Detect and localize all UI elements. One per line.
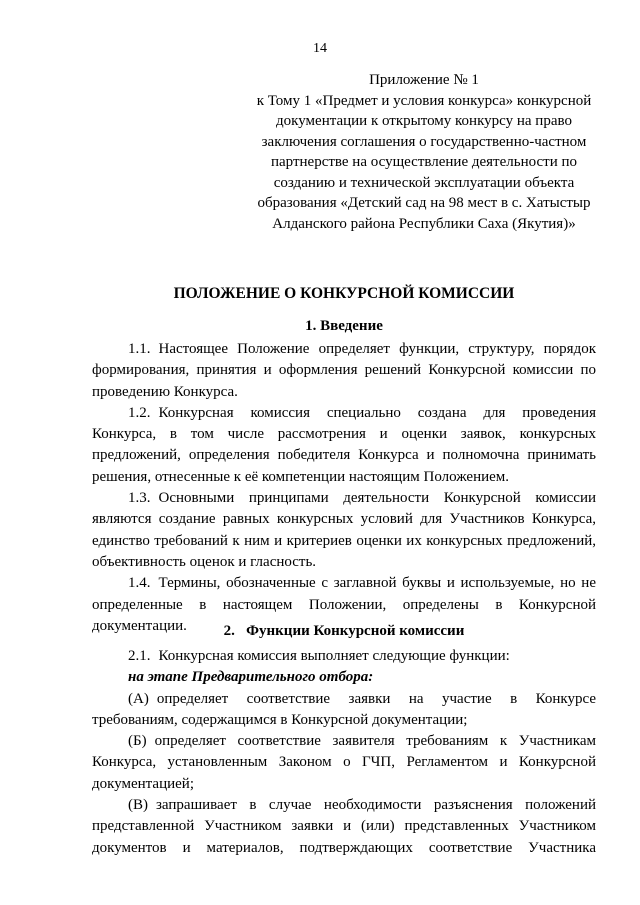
document-title: ПОЛОЖЕНИЕ О КОНКУРСНОЙ КОМИССИИ: [173, 285, 515, 302]
item-letter: (Б): [128, 733, 147, 750]
function-item-v: [92, 795, 596, 859]
clause-2-1: [92, 646, 596, 667]
clause-text: Настоящее Положение определяет функции, структуру, порядок формирования, принятия и оформления решений Конкурсной комиссии по проведению Конкурса.: [92, 341, 596, 400]
clause-number: 1.4.: [128, 575, 151, 592]
appendix-line: к Тому 1 «Предмет и условия конкурса» конкурсной: [256, 92, 592, 109]
appendix-line: документации к открытому конкурсу на право: [276, 113, 572, 129]
clause-1-3: [92, 488, 596, 573]
function-item-a: [92, 689, 596, 732]
clause-text: Термины, обозначенные с заглавной буквы и используемые, но не определенные в настоящем Положении, определены в Конкурсной документации.: [92, 575, 596, 634]
clause-number: 2.1.: [128, 648, 151, 664]
clause-text: Конкурсная комиссия специально создана для проведения Конкурса, в том числе рассмотрения и оценки заявок, конкурсных предложений, определения победителя Конкурса и полномочна принимать решения, отнесенные к её компетенции настоящим Положением.: [92, 404, 596, 485]
function-item-b: [92, 731, 596, 795]
page-number: 14: [313, 41, 327, 56]
appendix-line: образования «Детский сад на 98 мест в с. Хатыстыр: [257, 195, 591, 211]
item-text: запрашивает в случае необходимости разъяснения положений представленной Участником заявки и (или) представленных Участником документов и материалов, подтверждающих соответствие Участника: [92, 797, 596, 856]
clause-text: Основными принципами деятельности Конкурсной комиссии являются создание равных конкурсных условий для Участников Конкурса, единство требований к ним и критериев оценки их конкурсных предложений, объективность оценок и гласность.: [92, 490, 596, 570]
appendix-header: [246, 70, 602, 234]
appendix-line: Приложение № 1: [369, 72, 479, 88]
clause-1-2: [92, 403, 596, 488]
section-introduction-body: [92, 339, 596, 637]
clause-1-1: [92, 339, 596, 403]
stage-heading: на этапе Предварительного отбора:: [128, 669, 374, 686]
clause-text: Конкурсная комиссия выполняет следующие функции:: [158, 648, 510, 664]
clause-number: 1.2.: [128, 404, 151, 421]
clause-number: 1.3.: [128, 490, 151, 507]
item-text: определяет соответствие заявки на участие в Конкурсе требованиям, содержащимся в Конкурсной документации;: [92, 690, 596, 728]
item-letter: (В): [128, 797, 148, 814]
appendix-line: созданию и технической эксплуатации объекта: [273, 174, 575, 191]
item-letter: (А): [128, 690, 149, 707]
appendix-line: заключения соглашения о государственно-частном: [261, 133, 587, 150]
clause-number: 1.1.: [128, 341, 151, 357]
appendix-line: Алданского района Республики Саха (Якутия)»: [272, 215, 576, 232]
section-heading-introduction: 1. Введение: [305, 318, 383, 334]
appendix-line: партнерстве на осуществление деятельности по: [270, 154, 578, 170]
item-text: определяет соответствие заявителя требованиям к Участникам Конкурса, установленным Законом о ГЧП, Регламентом и Конкурсной документацией;: [92, 733, 596, 792]
section-functions-body: [92, 646, 596, 859]
section-heading-functions: 2. Функции Конкурсной комиссии: [223, 623, 465, 639]
